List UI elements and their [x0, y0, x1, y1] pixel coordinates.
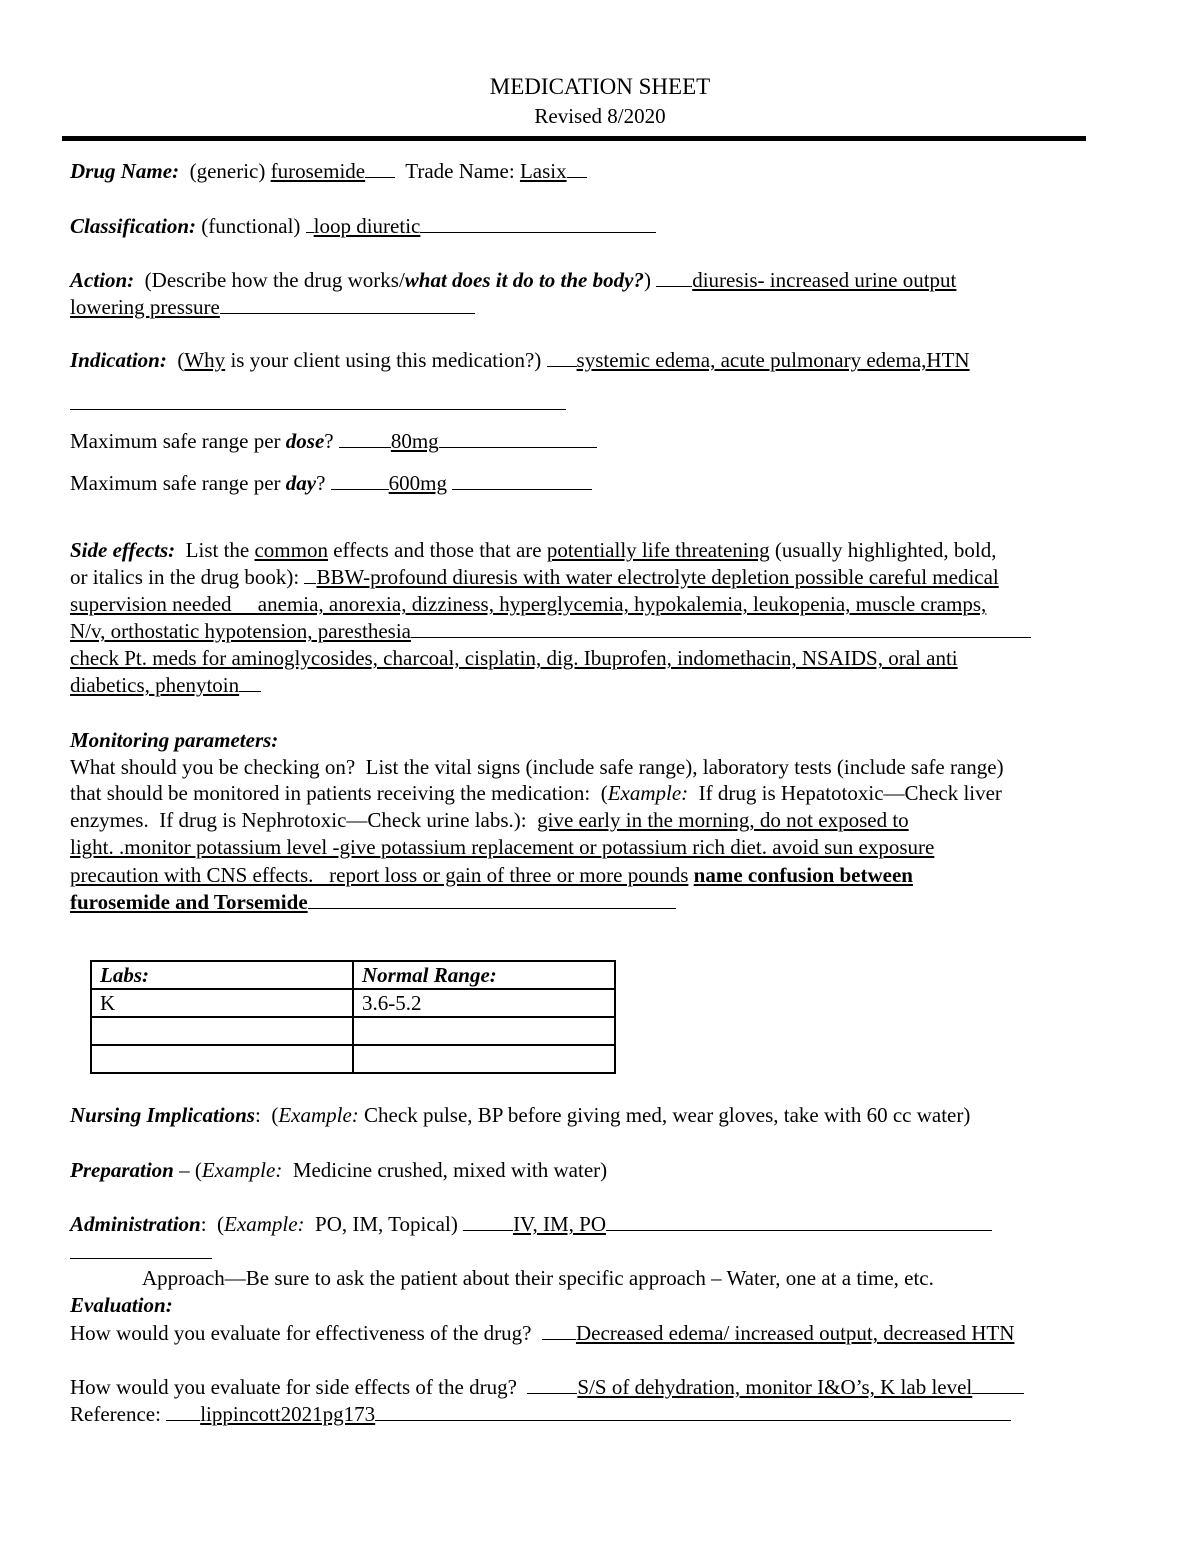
classification-row: [70, 213, 656, 239]
side-effects-value-2[interactable]: supervision needed anemia, anorexia, dizziness, hyperglycemia, hypokalemia, leukopenia, muscle cramps,: [70, 592, 987, 616]
reference-value[interactable]: lippincott2021pg173: [200, 1402, 376, 1426]
monitoring-label: Monitoring parameters:: [70, 728, 279, 752]
evaluation-q1: How would you evaluate for effectiveness of the drug?: [70, 1321, 532, 1345]
labs-header: Labs:: [91, 961, 353, 989]
evaluation-a1[interactable]: Decreased edema/ increased output, decreased HTN: [575, 1321, 1015, 1345]
side-effects-threat: potentially life threatening: [546, 538, 770, 562]
evaluation-label: Evaluation:: [70, 1293, 173, 1317]
monitoring-value-3b[interactable]: name confusion between: [693, 863, 913, 887]
drug-name-label: Drug Name:: [70, 159, 180, 183]
page-title: MEDICATION SHEET: [489, 74, 711, 99]
side-effects-prompt-3: (usually highlighted, bold,: [774, 538, 997, 562]
indication-why: Why: [184, 348, 226, 372]
administration-label: Administration: [70, 1212, 201, 1236]
action-value-1[interactable]: diuresis- increased urine output: [692, 268, 957, 292]
administration-value[interactable]: IV, IM, PO: [513, 1212, 607, 1236]
max-dose-emph: dose: [285, 429, 325, 453]
nursing-text: Check pulse, BP before giving med, wear gloves, take with 60 cc water): [358, 1103, 971, 1127]
max-day-value[interactable]: 600mg: [388, 471, 448, 495]
range-cell[interactable]: 3.6-5.2: [353, 989, 615, 1017]
side-effects-row-3: [70, 591, 986, 617]
labs-header-row: [91, 961, 615, 989]
administration-blank-line[interactable]: [70, 1258, 212, 1259]
reference-row: [70, 1401, 1011, 1427]
generic-prefix: (generic): [189, 159, 266, 183]
monitoring-row-3: [70, 807, 909, 833]
monitoring-prompt-2c: If drug is Hepatotoxic—Check liver: [688, 781, 1002, 805]
indication-label: Indication:: [70, 348, 167, 372]
header-divider: [62, 136, 1086, 141]
lab-cell[interactable]: [91, 1017, 353, 1045]
range-cell[interactable]: [353, 1045, 615, 1073]
side-effects-row-4: [70, 618, 1031, 644]
monitoring-prompt-3: enzymes. If drug is Nephrotoxic—Check urine labs.):: [70, 808, 527, 832]
monitoring-value-4[interactable]: furosemide and Torsemide: [70, 890, 308, 914]
classification-label: Classification:: [70, 214, 197, 238]
action-prompt-a: (Describe how the drug works/: [144, 268, 405, 292]
monitoring-value-2[interactable]: light. .monitor potassium level -give potassium replacement or potassium rich diet. avoid sun exposure: [70, 835, 935, 859]
monitoring-prompt-2a: that should be monitored in patients receiving the medication: (: [70, 781, 608, 805]
administration-example: Example:: [224, 1212, 305, 1236]
nursing-open: (: [271, 1103, 279, 1127]
labs-table: [90, 960, 616, 1074]
nursing-row: [70, 1102, 970, 1128]
side-effects-value-5[interactable]: diabetics, phenytoin: [70, 673, 240, 697]
monitoring-row-6: [70, 889, 676, 915]
monitoring-row-5: [70, 862, 913, 888]
normal-range-header: Normal Range:: [353, 961, 615, 989]
max-dose-row: [70, 428, 597, 454]
evaluation-effectiveness-row: [70, 1320, 1014, 1346]
action-row: [70, 267, 956, 293]
preparation-label: Preparation: [70, 1158, 174, 1182]
lab-cell[interactable]: K: [91, 989, 353, 1017]
action-row-2: [70, 294, 475, 320]
side-effects-common: common: [254, 538, 328, 562]
monitoring-prompt-2-row: [70, 780, 1002, 806]
action-prompt-b: what does it do to the body?: [404, 268, 644, 292]
administration-row: [70, 1211, 992, 1237]
side-effects-value-3[interactable]: N/v, orthostatic hypotension, paresthesia: [70, 619, 411, 643]
indication-value[interactable]: systemic edema, acute pulmonary edema,HTN: [576, 348, 970, 372]
indication-blank-line[interactable]: [70, 409, 566, 410]
classification-value[interactable]: loop diuretic: [313, 214, 421, 238]
administration-colon: : (: [200, 1212, 225, 1236]
action-value-2[interactable]: lowering pressure: [70, 295, 220, 319]
side-effects-row: [70, 537, 997, 563]
max-dose-value[interactable]: 80mg: [390, 429, 439, 453]
max-day-emph: day: [285, 471, 317, 495]
evaluation-a2[interactable]: S/S of dehydration, monitor I&O’s, K lab level: [577, 1375, 973, 1399]
nursing-example: Example:: [278, 1103, 359, 1127]
monitoring-prompt-1: What should you be checking on? List the vital signs (include safe range), laboratory tests (include safe range): [70, 755, 1004, 779]
max-dose-prefix: Maximum safe range per: [70, 429, 281, 453]
indication-prompt: is your client using this medication?): [225, 348, 542, 372]
approach-text: Approach—Be sure to ask the patient about their specific approach – Water, one at a time, etc.: [142, 1266, 934, 1290]
indication-open: (: [177, 348, 185, 372]
indication-row: [70, 347, 970, 373]
trade-name-value[interactable]: Lasix: [519, 159, 567, 183]
evaluation-q2: How would you evaluate for side effects of the drug?: [70, 1375, 517, 1399]
evaluation-label-row: [70, 1292, 173, 1318]
monitoring-value-3[interactable]: precaution with CNS effects. report loss or gain of three or more pounds: [70, 863, 689, 887]
max-day-row: [70, 470, 592, 496]
side-effects-row-6: [70, 672, 261, 698]
side-effects-prompt-2: effects and those that are: [333, 538, 542, 562]
monitoring-value-1[interactable]: give early in the morning, do not exposed to: [537, 808, 909, 832]
side-effects-row-2: [70, 564, 999, 590]
side-effects-value-1[interactable]: BBW-profound diuresis with water electrolyte depletion possible careful medical: [316, 565, 999, 589]
monitoring-label-row: [70, 727, 278, 753]
preparation-example: Example:: [201, 1158, 283, 1182]
revision-date: Revised 8/2020: [534, 104, 666, 128]
table-row: [91, 1045, 615, 1073]
table-row: [91, 1017, 615, 1045]
side-effects-label: Side effects:: [70, 538, 176, 562]
action-label: Action:: [70, 268, 135, 292]
action-prompt-c: ): [643, 268, 651, 292]
generic-name-value[interactable]: furosemide: [270, 159, 366, 183]
table-row: [91, 989, 615, 1017]
administration-text: PO, IM, Topical): [304, 1212, 458, 1236]
side-effects-row-5: [70, 645, 958, 671]
max-day-suffix: ?: [316, 471, 326, 495]
reference-label: Reference:: [70, 1402, 161, 1426]
side-effects-prompt-4: or italics in the drug book):: [70, 565, 300, 589]
evaluation-side-effects-row: [70, 1374, 1024, 1400]
side-effects-value-4[interactable]: check Pt. meds for aminoglycosides, charcoal, cisplatin, dig. Ibuprofen, indomethacin, NSAIDS, oral anti: [70, 646, 958, 670]
monitoring-row-4: [70, 834, 934, 860]
max-dose-suffix: ?: [324, 429, 334, 453]
lab-cell[interactable]: [91, 1045, 353, 1073]
preparation-row: [70, 1157, 607, 1183]
trade-name-label: Trade Name:: [405, 159, 515, 183]
drug-name-row: [70, 158, 587, 184]
range-cell[interactable]: [353, 1017, 615, 1045]
nursing-colon: :: [254, 1103, 261, 1127]
preparation-text: Medicine crushed, mixed with water): [282, 1158, 608, 1182]
side-effects-prompt-1: List the: [185, 538, 250, 562]
monitoring-example: Example:: [607, 781, 689, 805]
max-day-prefix: Maximum safe range per: [70, 471, 281, 495]
nursing-label: Nursing Implications: [70, 1103, 255, 1127]
classification-prefix: (functional): [201, 214, 301, 238]
preparation-dash: – (: [173, 1158, 202, 1182]
